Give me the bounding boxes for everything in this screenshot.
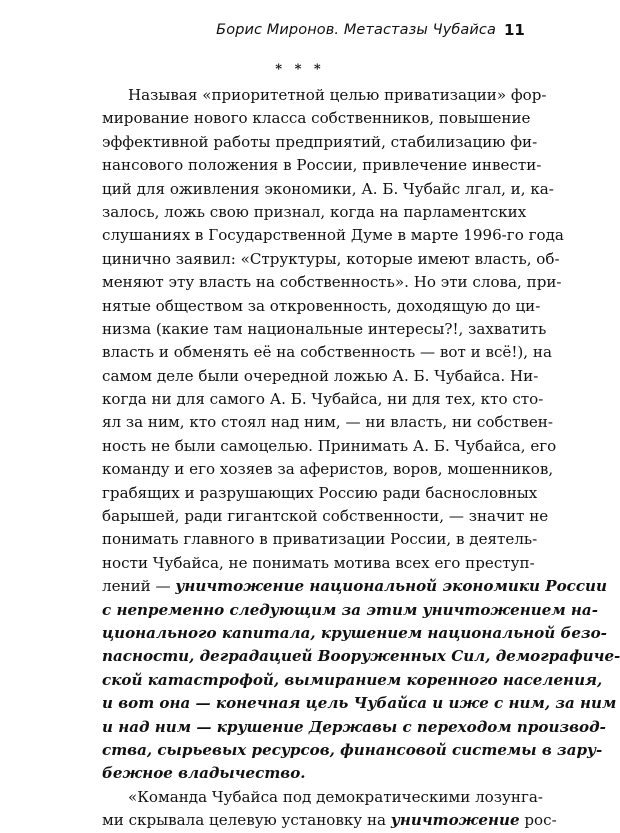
text-line: низма (какие там национальные интересы?!, захватить — [102, 319, 547, 338]
emphasis-line: бежное владычество. — [102, 764, 306, 783]
text-line: власть и обменять её на собственность — вот и всё!), на — [102, 343, 552, 362]
text-line: эффективной работы предприятий, стабилизацию фи- — [102, 132, 538, 151]
emphasis-line: и вот она — конечная цель Чубайса и иже с ним, за ним — [102, 694, 617, 713]
text-line: мирование нового класса собственников, повышение — [102, 109, 531, 128]
emphasis-line: с непременно следующим за этим уничтожением на- — [102, 600, 598, 619]
text-line: ности Чубайса, не понимать мотива всех его преступ- — [102, 553, 535, 572]
text-line: самом деле были очередной ложью А. Б. Чубайса. Ни- — [102, 366, 539, 385]
text-line: нятые обществом за откровенность, доходящую до ци- — [102, 296, 541, 315]
emphasis-line: и над ним — крушение Державы с переходом производ- — [102, 717, 606, 736]
emphasis-run: уничтожение — [390, 811, 520, 830]
text-line: барышей, ради гигантской собственности, — значит не — [102, 507, 549, 526]
text-line: когда ни для самого А. Б. Чубайса, ни для тех, кто сто- — [102, 390, 544, 409]
text-line: команду и его хозяев за аферистов, воров, мошенников, — [102, 460, 554, 479]
emphasis-line: пасности, деградацией Вооруженных Сил, демографиче- — [102, 647, 620, 666]
text-line: понимать главного в приватизации России, в деятель- — [102, 530, 538, 549]
text-run: лений — — [102, 577, 176, 596]
text-line: залось, ложь свою признал, когда на парламентских — [102, 202, 527, 221]
text-run: рос- — [519, 811, 557, 830]
emphasis-line: ской катастрофой, вымиранием коренного населения, — [102, 670, 603, 689]
running-title: Борис Миронов. Метастазы Чубайса — [216, 22, 496, 38]
page-number: 11 — [504, 21, 525, 39]
text-line: ций для оживления экономики, А. Б. Чубайс лгал, и, ка- — [102, 179, 554, 198]
text-line: слушаниях в Государственной Думе в марте 1996-го года — [102, 226, 564, 245]
text-line-mixed — [102, 575, 608, 598]
text-line: меняют эту власть на собственность». Но эти слова, при- — [102, 273, 562, 292]
text-line-mixed — [102, 809, 557, 832]
text-line: Называя «приоритетной целью приватизации» фор- — [128, 86, 547, 104]
emphasis-line: ства, сырьевых ресурсов, финансовой системы в зару- — [102, 740, 603, 759]
text-line: ность не были самоцелью. Принимать А. Б. Чубайса, его — [102, 436, 557, 455]
text-line: нансового положения в России, привлечение инвести- — [102, 156, 542, 175]
text-line: «Команда Чубайса под демократическими лозунга- — [128, 787, 543, 806]
section-separator: * * * — [275, 62, 325, 77]
body-text — [102, 84, 620, 833]
emphasis-run: уничтожение национальной экономики России — [175, 577, 608, 596]
text-line: грабящих и разрушающих Россию ради баснословных — [102, 483, 538, 502]
text-run: ми скрывала целевую установку на — [102, 811, 391, 830]
emphasis-line: ционального капитала, крушением национальной безо- — [102, 623, 607, 642]
text-line: ял за ним, кто стоял над ним, — ни власть, ни собствен- — [102, 413, 553, 432]
text-line: цинично заявил: «Структуры, которые имеют власть, об- — [102, 249, 560, 268]
